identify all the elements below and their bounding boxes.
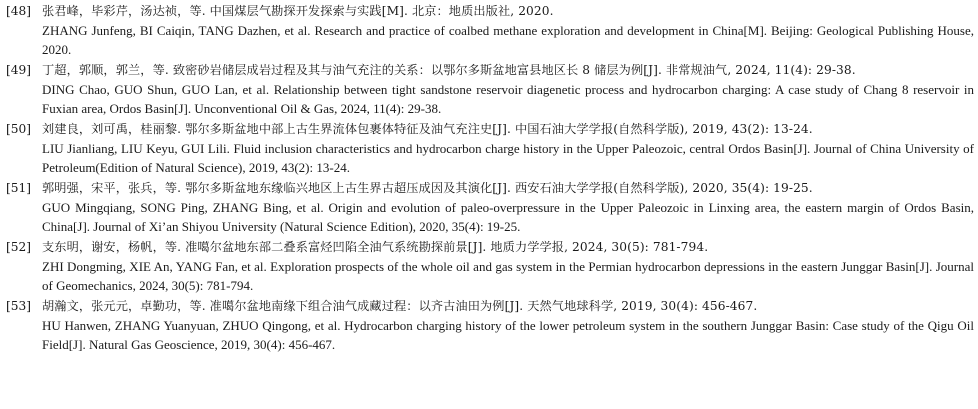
reference-chinese-citation: 张君峰，毕彩芹，汤达祯，等. 中国煤层气勘探开发探索与实践[M]. 北京：地质出版社, 2020.	[42, 4, 554, 18]
reference-number: [51]	[6, 181, 32, 195]
reference-body	[42, 297, 978, 354]
reference-chinese-citation: 丁超，郭顺，郭兰，等. 致密砂岩储层成岩过程及其与油气充注的关系：以鄂尔多斯盆地富县地区长 8 储层为例[J]. 非常规油气, 2024, 11(4): 29-38.	[42, 63, 856, 77]
reference-english-citation: HU Hanwen, ZHANG Yuanyuan, ZHUO Qingong, et al. Hydrocarbon charging history of the lower petroleum system in the southern Junggar Basin: Case study of the Qigu Oil Field[J]. Natural Gas Geoscience, 2019, 30(4): 456-467.	[42, 318, 974, 352]
reference-english-citation: LIU Jianliang, LIU Keyu, GUI Lili. Fluid inclusion characteristics and hydrocarbon charge history in the Upper Paleozoic, central Ordos Basin[J]. Journal of China University of Petroleum(Edition of Natural Science), 2019, 43(2): 13-24.	[42, 141, 974, 175]
reference-number: [52]	[6, 240, 32, 254]
reference-entry-52	[0, 238, 978, 295]
reference-entry-49	[0, 61, 978, 118]
reference-number: [53]	[6, 299, 32, 313]
reference-chinese-citation: 支东明，谢安，杨帆，等. 准噶尔盆地东部二叠系富烃凹陷全油气系统勘探前景[J]. 地质力学学报, 2024, 30(5): 781-794.	[42, 240, 709, 254]
reference-body	[42, 238, 978, 295]
reference-body	[42, 120, 978, 177]
reference-chinese-citation: 胡瀚文，张元元，卓勤功，等. 准噶尔盆地南缘下组合油气成藏过程：以齐古油田为例[J]. 天然气地球科学, 2019, 30(4): 456-467.	[42, 299, 758, 313]
reference-english-citation: DING Chao, GUO Shun, GUO Lan, et al. Relationship between tight sandstone reservoir diagenetic process and hydrocarbon charging: A case study of Chang 8 reservoir in Fuxian area, Ordos Basin[J]. Unconventional Oil & Gas, 2024, 11(4): 29-38.	[42, 82, 974, 116]
reference-english-citation: ZHANG Junfeng, BI Caiqin, TANG Dazhen, et al. Research and practice of coalbed methane exploration and development in China[M]. Beijing: Geological Publishing House, 2020.	[42, 23, 974, 57]
reference-number: [50]	[6, 122, 32, 136]
reference-number: [48]	[6, 4, 32, 18]
reference-entry-48	[0, 2, 978, 59]
reference-chinese-citation: 刘建良，刘可禹，桂丽黎. 鄂尔多斯盆地中部上古生界流体包裹体特征及油气充注史[J]. 中国石油大学学报(自然科学版), 2019, 43(2): 13-24.	[42, 122, 813, 136]
reference-entry-51	[0, 179, 978, 236]
reference-english-citation: GUO Mingqiang, SONG Ping, ZHANG Bing, et al. Origin and evolution of paleo-overpressure in the Upper Paleozoic in Linxing area, the eastern margin of Ordos Basin, China[J]. Journal of Xi’an Shiyou University (Natural Science Edition), 2020, 35(4): 19-25.	[42, 200, 974, 234]
reference-body	[42, 61, 978, 118]
reference-body	[42, 2, 978, 59]
reference-number: [49]	[6, 63, 32, 77]
reference-body	[42, 179, 978, 236]
reference-chinese-citation: 郭明强，宋平，张兵，等. 鄂尔多斯盆地东缘临兴地区上古生界古超压成因及其演化[J]. 西安石油大学学报(自然科学版), 2020, 35(4): 19-25.	[42, 181, 813, 195]
reference-entry-53	[0, 297, 978, 354]
reference-entry-50	[0, 120, 978, 177]
reference-english-citation: ZHI Dongming, XIE An, YANG Fan, et al. Exploration prospects of the whole oil and gas system in the Permian hydrocarbon depressions in the eastern Junggar Basin[J]. Journal of Geomechanics, 2024, 30(5): 781-794.	[42, 259, 974, 293]
